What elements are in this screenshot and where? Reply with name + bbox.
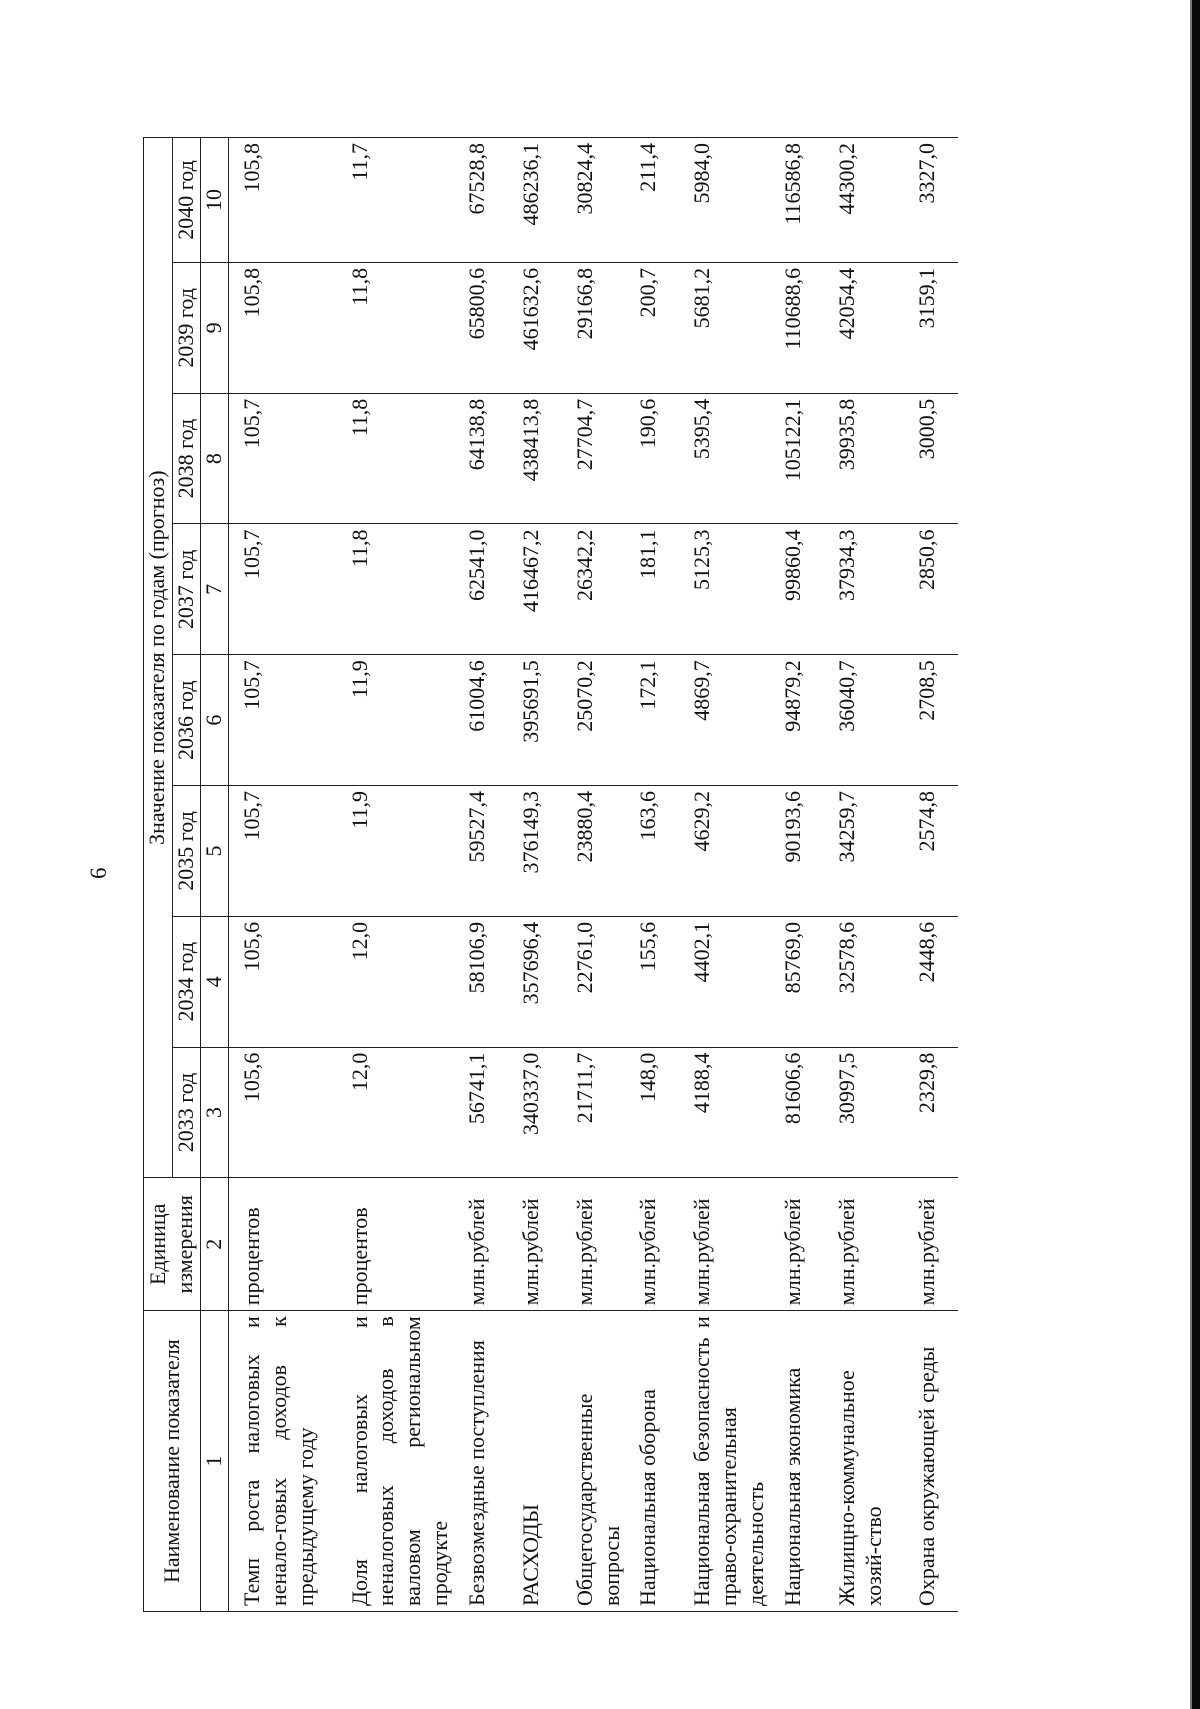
value-cell: 155,6 [625,916,679,1047]
unit-of-measure: млн.рублей [679,1178,769,1311]
value-cell: 11,8 [337,393,454,524]
value-cell: 3327,0 [904,138,958,263]
indicator-name: Жилищно-коммунальное хозяй-ство [824,1311,904,1612]
value-cell: 12,0 [337,916,454,1047]
value-cell: 461632,6 [508,262,562,393]
unit-of-measure: млн.рублей [625,1178,679,1311]
value-cell: 105122,1 [770,393,824,524]
value-cell: 438413,8 [508,393,562,524]
value-cell: 105,7 [229,393,337,524]
value-cell: 5984,0 [679,138,769,263]
header-col-number: 6 [201,655,229,786]
page-number: 6 [86,867,111,879]
indicator-name: Охрана окружающей среды [904,1311,958,1612]
table-row [508,138,562,1612]
indicator-name: Национальная безопасность и право-охранительная деятельность [679,1311,769,1612]
value-cell: 85769,0 [770,916,824,1047]
value-cell: 486236,1 [508,138,562,263]
value-cell: 2850,6 [904,524,958,655]
value-cell: 99860,4 [770,524,824,655]
header-col-number: 9 [201,262,229,393]
header-year: 2035 год [172,786,201,917]
value-cell: 211,4 [625,138,679,263]
unit-of-measure: процентов [337,1178,454,1311]
value-cell: 44300,2 [824,138,904,263]
value-cell: 12,0 [337,1047,454,1178]
unit-of-measure: млн.рублей [562,1178,626,1311]
value-cell: 4402,1 [679,916,769,1047]
value-cell: 39935,8 [824,393,904,524]
value-cell: 105,7 [229,524,337,655]
value-cell: 2708,5 [904,655,958,786]
table-row [625,138,679,1612]
value-cell: 94879,2 [770,655,824,786]
indicator-name: РАСХОДЫ [508,1311,562,1612]
value-cell: 105,7 [229,655,337,786]
value-cell: 37934,3 [824,524,904,655]
table-row [824,138,904,1612]
value-cell: 190,6 [625,393,679,524]
value-cell: 3000,5 [904,393,958,524]
value-cell: 32578,6 [824,916,904,1047]
unit-of-measure: млн.рублей [824,1178,904,1311]
value-cell: 11,9 [337,786,454,917]
value-cell: 357696,4 [508,916,562,1047]
value-cell: 105,7 [229,786,337,917]
value-cell: 11,8 [337,262,454,393]
indicator-name: Национальная оборона [625,1311,679,1612]
value-cell: 2329,8 [904,1047,958,1178]
value-cell: 3159,1 [904,262,958,393]
value-cell: 59527,4 [454,786,508,917]
value-cell: 2448,6 [904,916,958,1047]
header-name-col: Наименование показателя [144,1311,201,1612]
value-cell: 4629,2 [679,786,769,917]
header-col-number: 3 [201,1047,229,1178]
table-body [229,138,958,1612]
header-unit-col: Единица измерения [144,1178,201,1311]
value-cell: 58106,9 [454,916,508,1047]
value-cell: 163,6 [625,786,679,917]
value-cell: 67528,8 [454,138,508,263]
header-year: 2039 год [172,262,201,393]
header-col-number: 8 [201,393,229,524]
value-cell: 26342,2 [562,524,626,655]
table-row [562,138,626,1612]
value-cell: 5125,3 [679,524,769,655]
value-cell: 105,8 [229,138,337,263]
value-cell: 62541,0 [454,524,508,655]
value-cell: 25070,2 [562,655,626,786]
value-cell: 65800,6 [454,262,508,393]
header-year: 2034 год [172,916,201,1047]
unit-of-measure: млн.рублей [454,1178,508,1311]
value-cell: 105,6 [229,916,337,1047]
header-col-number: 1 [201,1311,229,1612]
table-row [337,138,454,1612]
table-row [229,138,337,1612]
value-cell: 90193,6 [770,786,824,917]
indicator-name: Национальная экономика [770,1311,824,1612]
value-cell: 29166,8 [562,262,626,393]
value-cell: 5395,4 [679,393,769,524]
value-cell: 11,8 [337,524,454,655]
value-cell: 148,0 [625,1047,679,1178]
table-row [904,138,958,1612]
value-cell: 172,1 [625,655,679,786]
value-cell: 34259,7 [824,786,904,917]
header-col-number: 5 [201,786,229,917]
header-row-col-numbers [201,138,229,1612]
value-cell: 181,1 [625,524,679,655]
value-cell: 81606,6 [770,1047,824,1178]
indicator-name: Доля налоговых и неналоговых доходов в валовом региональном продукте [337,1311,454,1612]
value-cell: 200,7 [625,262,679,393]
unit-of-measure: процентов [229,1178,337,1311]
value-cell: 416467,2 [508,524,562,655]
value-cell: 21711,7 [562,1047,626,1178]
value-cell: 5681,2 [679,262,769,393]
header-col-number: 7 [201,524,229,655]
table-row [679,138,769,1612]
indicator-name: Безвозмездные поступления [454,1311,508,1612]
value-cell: 30824,4 [562,138,626,263]
header-col-number: 2 [201,1178,229,1311]
value-cell: 56741,1 [454,1047,508,1178]
value-cell: 4188,4 [679,1047,769,1178]
unit-of-measure: млн.рублей [508,1178,562,1311]
value-cell: 23880,4 [562,786,626,917]
value-cell: 340337,0 [508,1047,562,1178]
value-cell: 105,8 [229,262,337,393]
header-year: 2033 год [172,1047,201,1178]
value-cell: 22761,0 [562,916,626,1047]
value-cell: 27704,7 [562,393,626,524]
value-cell: 11,9 [337,655,454,786]
header-year: 2036 год [172,655,201,786]
indicator-name: Общегосударственные вопросы [562,1311,626,1612]
unit-of-measure: млн.рублей [904,1178,958,1311]
indicator-name: Темп роста налоговых и ненало-говых доходов к предыдущему году [229,1311,337,1612]
table-row [770,138,824,1612]
header-row-main [144,138,173,1612]
header-year: 2040 год [172,138,201,263]
value-cell: 4869,7 [679,655,769,786]
value-cell: 64138,8 [454,393,508,524]
header-col-number: 10 [201,138,229,263]
value-cell: 36040,7 [824,655,904,786]
forecast-table [143,137,958,1612]
value-cell: 105,6 [229,1047,337,1178]
unit-of-measure: млн.рублей [770,1178,824,1311]
value-cell: 110688,6 [770,262,824,393]
value-cell: 2574,8 [904,786,958,917]
value-cell: 395691,5 [508,655,562,786]
header-year: 2038 год [172,393,201,524]
value-cell: 116586,8 [770,138,824,263]
header-forecast-group: Значение показателя по годам (прогноз) [144,138,173,1178]
value-cell: 42054,4 [824,262,904,393]
table-row [454,138,508,1612]
value-cell: 376149,3 [508,786,562,917]
value-cell: 11,7 [337,138,454,263]
value-cell: 30997,5 [824,1047,904,1178]
value-cell: 61004,6 [454,655,508,786]
header-col-number: 4 [201,916,229,1047]
header-year: 2037 год [172,524,201,655]
